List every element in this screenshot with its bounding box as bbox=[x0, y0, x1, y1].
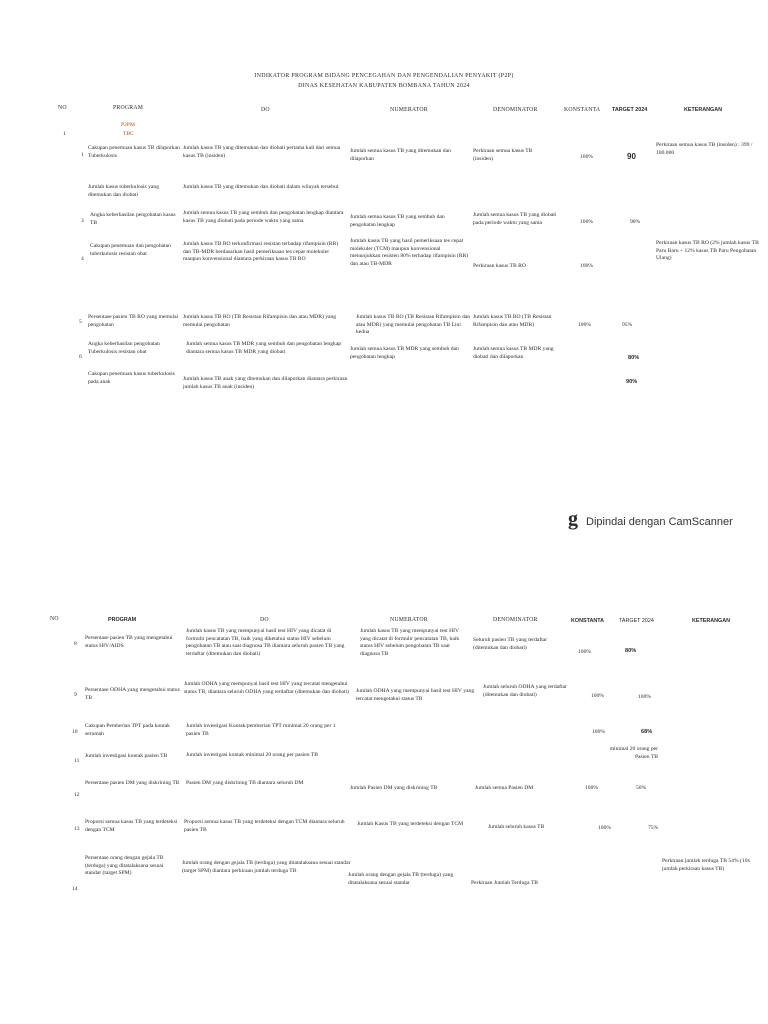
row-do: Jumlah kasus TB anak yang ditemukan dan dilaporkan diantara perkiraan jumlah kasus TB anak (insiden) bbox=[183, 376, 348, 390]
row-denominator: Jumlah seluruh ODHA yang terdaftar (ditemukan dan diobati) bbox=[483, 684, 567, 698]
row-denominator: Jumlah seluruh kasus TB bbox=[488, 824, 545, 830]
camscanner-watermark bbox=[568, 508, 733, 531]
row-konstanta: 100% bbox=[591, 693, 605, 699]
row-denominator: Jumlah semua Pasien DM bbox=[475, 785, 534, 791]
header-numerator: NUMERATOR bbox=[390, 107, 428, 113]
row-target: 68% bbox=[641, 729, 653, 735]
row-do: Jumlah orang dengan gejala TB (terduga) yang ditatalaksana sesuai standar (target SPM) diantara perkiraan jumlah terduga TB bbox=[182, 860, 351, 874]
row-program: Cakupan penemuan kasus TB dilaporkan Tuberkulosis bbox=[88, 145, 180, 159]
row-konstanta: 100% bbox=[580, 263, 594, 269]
row-no: 12 bbox=[74, 792, 80, 798]
row-konstanta: 100% bbox=[580, 154, 594, 160]
row-do: Jumlah investigasi kontak minimal 20 orang per pasien TB bbox=[186, 752, 318, 758]
program-group: P2PM bbox=[121, 122, 135, 128]
header-no: NO bbox=[58, 105, 67, 111]
row-target: 90 bbox=[627, 152, 636, 161]
row-do: Jumlah investigasi Kontak/pemberian TPT minimal 20 orang per 1 pasien TB bbox=[186, 723, 336, 737]
header-do: DO bbox=[260, 617, 269, 623]
document-title: INDIKATOR PROGRAM BIDANG PENCEGAHAN DAN PENGENDALIAN PENYAKIT (P2P) bbox=[254, 73, 514, 79]
row-denominator: Perkiraan Jumlah Terduga TB bbox=[471, 880, 538, 886]
camscanner-icon: g bbox=[568, 508, 578, 530]
row-no: 14 bbox=[72, 886, 78, 892]
row-numerator: Jumlah semua kasus TB yang ditemukan dan dilaporkan bbox=[350, 148, 451, 162]
row-numerator: Jumlah semua kasus TB MDR yang sembuh dan pengobatan lengkap bbox=[350, 346, 459, 360]
row-target: 100% bbox=[638, 694, 652, 700]
row-target: 90% bbox=[630, 219, 641, 225]
row-do: Jumlah kasus TB RO (TB Resistan Rifampisin dan atau MDR) yang memulai pengobatan bbox=[183, 314, 337, 328]
row-denominator: Jumlah semua kasus TB MDR yang diobati dan dilaporkan bbox=[473, 346, 554, 360]
row-denominator: Seluruh pasien TB yang terdaftar (ditemukan dan diobati) bbox=[473, 637, 548, 651]
row-keterangan: Perkiraan jumlah terduga TB 54% (10x jumlah perkiraan kasus TB) bbox=[662, 858, 751, 872]
row-target: 75% bbox=[648, 825, 659, 831]
sub-program: TBC bbox=[123, 131, 134, 137]
row-no: 13 bbox=[74, 826, 80, 832]
sub-number: 1 bbox=[63, 131, 66, 137]
row-numerator: Jumlah kasus TB RO (TB Resistan Rifampisin dan atau MDR) yang memulai pengobatan TB Lini kedua bbox=[356, 314, 471, 336]
header-do: DO bbox=[261, 107, 270, 113]
row-numerator: Jumlah kasus TB yang hasil pemeriksaan tes cepat molekuler (TCM) maupun konvensional menunjukkan resisten 80% terhadap rifampisin (RR) dan atau TB-MDR bbox=[350, 238, 469, 267]
row-konstanta: 100% bbox=[598, 825, 612, 831]
row-program: Angka keberhasilan pengobatan kasus TB bbox=[90, 212, 176, 226]
row-numerator: Jumlah kasus TB yang mempunyai test HIV yang dicatat di formulir pencatatan TB, baik status HIV sebelum pengobatan TB saat diagnosa TB bbox=[360, 628, 460, 657]
row-no: 5 bbox=[79, 319, 82, 325]
row-numerator: Jumlah orang dengan gejala TB (terduga) yang ditatalaksana sesuai standar bbox=[348, 872, 454, 886]
row-denominator: Perkiraan semua kasus TB (insiden) bbox=[473, 148, 533, 162]
row-no: 11 bbox=[74, 758, 80, 764]
header-denominator: DENOMINATOR bbox=[493, 617, 538, 623]
row-program: Cakupan penemuan dan pengobatan tuberkulosis resistan obat bbox=[90, 243, 171, 257]
row-numerator: Jumlah Kasus TB yang terdeteksi dengan TCM bbox=[357, 821, 464, 827]
row-do: Jumlah kasus TB yang ditemukan dan diobati dalam wilayah tersebut bbox=[183, 184, 339, 190]
row-konstanta: 100% bbox=[578, 649, 592, 655]
row-keterangan: Perkiraan kasus TB RO (2% jumlah kasus TB Paru Baru + 12% kasus TB Paru Pengobatan Ulang) bbox=[656, 240, 759, 262]
row-konstanta: 100% bbox=[580, 219, 594, 225]
header-keterangan: KETERANGAN bbox=[684, 107, 723, 113]
row-do: Jumlah semua kasus TB MDR yang sembuh dan pengobatan lengkap diantara semua kasus TB MDR yang diobati bbox=[186, 341, 342, 355]
header-program: PROGRAM bbox=[108, 617, 137, 623]
header-denominator: DENOMINATOR bbox=[493, 107, 538, 113]
row-do: Pasien DM yang diskrining TB diantara seluruh DM bbox=[186, 780, 304, 786]
row-do: Jumlah semua kasus TB yang sembuh dan pengobatan lengkap diantara kasus TB yang diobati pada periode waktu yang sama bbox=[183, 210, 344, 224]
row-no: 6 bbox=[79, 354, 82, 360]
row-no: 4 bbox=[81, 256, 84, 262]
header-keterangan: KETERANGAN bbox=[692, 618, 731, 624]
header-program: PROGRAM bbox=[113, 105, 144, 111]
row-program: Cakupan penemuan kasus tuberkulosis pada anak bbox=[88, 371, 175, 385]
row-target: minimal 20 orang per Pasien TB bbox=[609, 746, 658, 760]
header-no: NO bbox=[50, 616, 59, 622]
row-no: 10 bbox=[72, 729, 78, 735]
row-target: 95% bbox=[622, 322, 633, 328]
row-program: Angka keberhasilan pengobatan Tuberkulosis resistan obat bbox=[88, 341, 160, 355]
row-do: Jumlah kasus TB RO terkonfirmasi resistan terhadap rifampisin (RR) dan TB-MDR berdasarkan hasil pemeriksaan tes cepat molekuler maupun konvensional diantara perkiraan kasus TB RO bbox=[183, 241, 339, 263]
row-do: Jumlah kasus TB yang mempunyai hasil test HIV yang dicatat di formulir pencatatan TB, baik yang diketahui status HIV sebelum pengobatan TB atau saat diagnosa TB diantara seluruh pasien TB yang terdaftar (ditemukan dan diobati) bbox=[186, 628, 345, 657]
row-denominator: Jumlah semua kasus TB yang diobati pada periode waktu yang sama bbox=[473, 212, 557, 226]
row-program: Persentase pasien TB RO yang memulai pengobatan bbox=[88, 314, 179, 328]
row-do: Jumlah kasus TB yang ditemukan dan diobati pertama kali dari semua kasus TB (insiden) bbox=[183, 145, 341, 159]
header-konstanta: KONSTANTA bbox=[564, 107, 601, 113]
header-numerator: NUMERATOR bbox=[390, 617, 428, 623]
row-program: Persentase orang dengan gejala TB (terduga) yang ditatalaksana sesuai standar (target SPM) bbox=[85, 855, 164, 877]
row-keterangan: Perkiraan semua kasus TB (insiden) : 399 / 100.000 bbox=[656, 142, 753, 156]
document-subtitle: DINAS KESEHATAN KABUPATEN BOMBANA TAHUN 2024 bbox=[298, 83, 470, 89]
row-program: Persentase pasien DM yang diskrining TB bbox=[85, 780, 180, 786]
row-target: 80% bbox=[625, 648, 637, 654]
row-konstanta: 100% bbox=[578, 322, 592, 328]
row-no: 8 bbox=[74, 641, 77, 647]
row-denominator: Perkiraan kasus TB RO bbox=[473, 263, 526, 269]
row-program: Cakupan Pemberian TPT pada kontak serumah bbox=[85, 723, 170, 737]
row-do: Proporsi semua kasus TB yang terdeteksi dengan TCM diantara seluruh pasien TB bbox=[184, 819, 345, 833]
row-program: Proporsi semua kasus TB yang terdeteksi dengan TCM bbox=[85, 819, 178, 833]
row-denominator: Jumlah kasus TB RO (TB Resistan Rifampisin dan atau MDR) bbox=[473, 314, 552, 328]
row-target: 80% bbox=[628, 355, 640, 361]
row-no: 3 bbox=[81, 218, 84, 224]
row-program: Jumlah kasus tuberkulosis yang ditemukan dan diobati bbox=[88, 184, 160, 198]
header-target: TARGET 2024 bbox=[619, 618, 654, 624]
row-konstanta: 100% bbox=[585, 785, 599, 791]
header-target: TARGET 2024 bbox=[612, 107, 648, 113]
row-konstanta: 100% bbox=[592, 729, 606, 735]
row-program: Persentase ODHA yang mengetahui status TB bbox=[85, 687, 180, 701]
row-numerator: Jumlah ODHA yang mempunyai hasil test HIV yang tercatat mengetahui status TB bbox=[356, 688, 475, 702]
header-konstanta: KONSTANTA bbox=[571, 618, 605, 624]
row-numerator: Jumlah semua kasus TB yang sembuh dan pengobatan lengkap bbox=[350, 214, 445, 228]
row-numerator: Jumlah Pasien DM yang diskrining TB bbox=[350, 785, 438, 791]
row-program: Persentase pasien TB yang mengetahui status HIV/AIDS bbox=[85, 635, 173, 649]
row-no: 9 bbox=[74, 692, 77, 698]
camscanner-label: Dipindai dengan CamScanner bbox=[586, 516, 733, 528]
row-target: 90% bbox=[626, 379, 638, 385]
row-program: Jumlah investigasi kontak pasien TB bbox=[85, 753, 168, 759]
row-do: Jumlah ODHA yang mempunyai hasil test HIV yang tercatat mengetahui status TB, diantara seluruh ODHA yang terdaftar (ditemukan dan diobati) bbox=[184, 681, 349, 695]
row-no: 1 bbox=[81, 152, 84, 158]
row-target: 50% bbox=[636, 785, 647, 791]
